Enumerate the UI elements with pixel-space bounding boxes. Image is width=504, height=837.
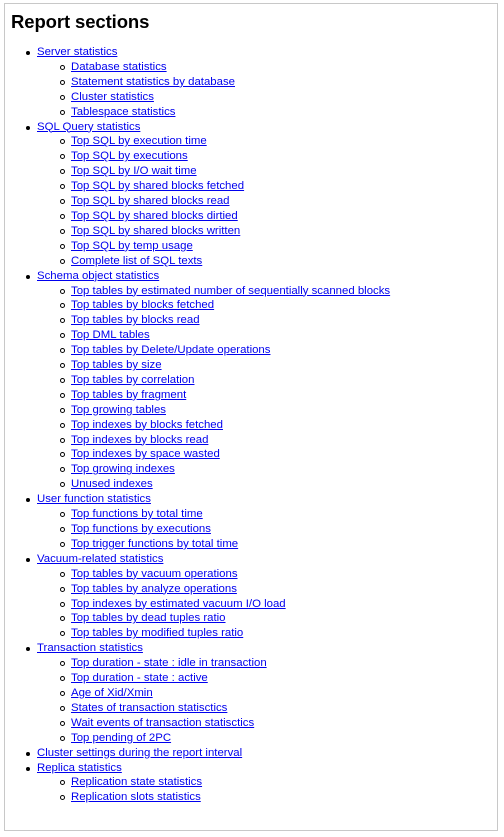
subsection-item bbox=[37, 418, 495, 433]
subsection-item bbox=[37, 149, 495, 164]
section-item-schema-object-statistics bbox=[5, 269, 495, 493]
subsection-link-complete-list-of-sql-texts[interactable]: Complete list of SQL texts bbox=[71, 254, 203, 267]
subsection-link-top-tables-by-blocks-fetched[interactable]: Top tables by blocks fetched bbox=[71, 299, 215, 312]
section-item-cluster-settings-during-the-report-interval bbox=[5, 746, 495, 761]
subsection-item bbox=[37, 105, 495, 120]
section-link-vacuum-related-statistics[interactable]: Vacuum-related statistics bbox=[37, 552, 164, 565]
subsection-link-top-indexes-by-space-wasted[interactable]: Top indexes by space wasted bbox=[71, 448, 220, 461]
page-title: Report sections bbox=[11, 11, 150, 32]
subsection-link-top-growing-tables[interactable]: Top growing tables bbox=[71, 403, 166, 416]
subsection-link-top-sql-by-shared-blocks-read[interactable]: Top SQL by shared blocks read bbox=[71, 195, 230, 208]
subsection-link-top-sql-by-shared-blocks-written[interactable]: Top SQL by shared blocks written bbox=[71, 224, 241, 237]
subsection-link-top-tables-by-estimated-number-of-sequentially-scanned-blocks[interactable]: Top tables by estimated number of sequentially scanned blocks bbox=[71, 284, 391, 297]
subsection-item bbox=[37, 194, 495, 209]
subsection-link-top-tables-by-analyze-operations[interactable]: Top tables by analyze operations bbox=[71, 582, 237, 595]
subsection-link-top-tables-by-delete-update-operations[interactable]: Top tables by Delete/Update operations bbox=[71, 344, 271, 357]
subsection-link-top-functions-by-executions[interactable]: Top functions by executions bbox=[71, 523, 211, 535]
subsection-link-top-tables-by-dead-tuples-ratio[interactable]: Top tables by dead tuples ratio bbox=[71, 612, 226, 625]
subsection-link-top-sql-by-executions[interactable]: Top SQL by executions bbox=[71, 150, 188, 163]
subsection-list bbox=[37, 567, 495, 642]
subsection-link-statement-statistics-by-database[interactable]: Statement statistics by database bbox=[71, 75, 235, 88]
subsection-link-top-sql-by-execution-time[interactable]: Top SQL by execution time bbox=[71, 135, 207, 148]
subsection-link-top-duration-state-active[interactable]: Top duration - state : active bbox=[71, 672, 208, 685]
subsection-item bbox=[37, 537, 495, 552]
subsection-link-top-indexes-by-blocks-fetched[interactable]: Top indexes by blocks fetched bbox=[71, 418, 223, 431]
subsection-item bbox=[37, 582, 495, 597]
section-item-vacuum-related-statistics bbox=[5, 552, 495, 641]
subsection-list bbox=[37, 134, 495, 268]
subsection-item bbox=[37, 656, 495, 671]
subsection-list bbox=[37, 775, 495, 805]
section-link-server-statistics[interactable]: Server statistics bbox=[37, 46, 118, 58]
subsection-item bbox=[37, 403, 495, 418]
subsection-link-top-tables-by-modified-tuples-ratio[interactable]: Top tables by modified tuples ratio bbox=[71, 627, 244, 640]
subsection-item bbox=[37, 209, 495, 224]
subsection-link-top-sql-by-shared-blocks-dirtied[interactable]: Top SQL by shared blocks dirtied bbox=[71, 209, 238, 222]
subsection-item bbox=[37, 701, 495, 716]
subsection-item bbox=[37, 343, 495, 358]
section-item-user-function-statistics bbox=[5, 492, 495, 552]
section-link-replica-statistics[interactable]: Replica statistics bbox=[37, 761, 122, 774]
section-link-sql-query-statistics[interactable]: SQL Query statistics bbox=[37, 120, 141, 133]
subsection-item bbox=[37, 239, 495, 254]
subsection-item bbox=[37, 90, 495, 105]
subsection-item bbox=[37, 522, 495, 537]
section-item-server-statistics bbox=[5, 45, 495, 120]
subsection-item bbox=[37, 254, 495, 269]
subsection-link-top-sql-by-shared-blocks-fetched[interactable]: Top SQL by shared blocks fetched bbox=[71, 180, 245, 193]
subsection-link-top-trigger-functions-by-total-time[interactable]: Top trigger functions by total time bbox=[71, 537, 239, 550]
subsection-item bbox=[37, 134, 495, 149]
subsection-item bbox=[37, 611, 495, 626]
section-link-transaction-statistics[interactable]: Transaction statistics bbox=[37, 642, 143, 655]
subsection-item bbox=[37, 298, 495, 313]
subsection-item bbox=[37, 328, 495, 343]
subsection-link-cluster-statistics[interactable]: Cluster statistics bbox=[71, 90, 154, 103]
subsection-link-top-tables-by-correlation[interactable]: Top tables by correlation bbox=[71, 373, 195, 386]
section-link-user-function-statistics[interactable]: User function statistics bbox=[37, 493, 151, 506]
subsection-link-age-of-xid-xmin[interactable]: Age of Xid/Xmin bbox=[71, 686, 153, 699]
subsection-item bbox=[37, 626, 495, 641]
subsection-item bbox=[37, 567, 495, 582]
subsection-link-replication-slots-statistics[interactable]: Replication slots statistics bbox=[71, 791, 201, 804]
subsection-item bbox=[37, 671, 495, 686]
subsection-link-wait-events-of-transaction-statisctics[interactable]: Wait events of transaction statisctics bbox=[71, 716, 255, 729]
subsection-link-top-growing-indexes[interactable]: Top growing indexes bbox=[71, 463, 175, 476]
subsection-link-top-dml-tables[interactable]: Top DML tables bbox=[71, 329, 150, 342]
subsection-item bbox=[37, 60, 495, 75]
subsection-list bbox=[37, 656, 495, 745]
subsection-link-top-tables-by-blocks-read[interactable]: Top tables by blocks read bbox=[71, 314, 200, 327]
section-item-transaction-statistics bbox=[5, 641, 495, 745]
subsection-link-top-tables-by-fragment[interactable]: Top tables by fragment bbox=[71, 388, 187, 401]
section-link-cluster-settings-during-the-report-interval[interactable]: Cluster settings during the report interval bbox=[37, 746, 243, 759]
subsection-link-top-tables-by-size[interactable]: Top tables by size bbox=[71, 359, 162, 372]
subsection-link-top-tables-by-vacuum-operations[interactable]: Top tables by vacuum operations bbox=[71, 567, 238, 580]
subsection-item bbox=[37, 75, 495, 90]
subsection-item bbox=[37, 313, 495, 328]
subsection-link-top-functions-by-total-time[interactable]: Top functions by total time bbox=[71, 508, 203, 521]
subsection-item bbox=[37, 477, 495, 492]
subsection-item bbox=[37, 462, 495, 477]
subsection-item bbox=[37, 507, 495, 522]
subsection-item bbox=[37, 447, 495, 462]
section-link-schema-object-statistics[interactable]: Schema object statistics bbox=[37, 269, 160, 282]
subsection-link-top-indexes-by-estimated-vacuum-i-o-load[interactable]: Top indexes by estimated vacuum I/O load bbox=[71, 597, 286, 610]
subsection-link-replication-state-statistics[interactable]: Replication state statistics bbox=[71, 776, 203, 789]
subsection-item bbox=[37, 358, 495, 373]
subsection-item bbox=[37, 433, 495, 448]
subsection-list bbox=[37, 507, 495, 552]
subsection-link-unused-indexes[interactable]: Unused indexes bbox=[71, 478, 153, 491]
subsection-item bbox=[37, 284, 495, 299]
report-frame bbox=[4, 3, 498, 831]
section-item-replica-statistics bbox=[5, 761, 495, 806]
subsection-item bbox=[37, 224, 495, 239]
subsection-item bbox=[37, 164, 495, 179]
subsection-link-top-sql-by-i-o-wait-time[interactable]: Top SQL by I/O wait time bbox=[71, 165, 197, 178]
subsection-item bbox=[37, 790, 495, 805]
subsection-link-states-of-transaction-statisctics[interactable]: States of transaction statisctics bbox=[71, 701, 228, 714]
subsection-item bbox=[37, 731, 495, 746]
subsection-item bbox=[37, 179, 495, 194]
subsection-link-top-indexes-by-blocks-read[interactable]: Top indexes by blocks read bbox=[71, 433, 209, 446]
subsection-list bbox=[37, 60, 495, 120]
subsection-item bbox=[37, 686, 495, 701]
subsection-link-top-sql-by-temp-usage[interactable]: Top SQL by temp usage bbox=[71, 239, 193, 252]
subsection-link-top-pending-of-2pc[interactable]: Top pending of 2PC bbox=[71, 731, 172, 744]
subsection-item bbox=[37, 388, 495, 403]
subsection-list bbox=[37, 284, 495, 493]
section-item-sql-query-statistics bbox=[5, 120, 495, 269]
subsection-item bbox=[37, 597, 495, 612]
subsection-link-database-statistics[interactable]: Database statistics bbox=[71, 60, 167, 73]
report-sections-list bbox=[5, 45, 495, 805]
subsection-link-top-duration-state-idle-in-transaction[interactable]: Top duration - state : idle in transaction bbox=[71, 657, 267, 670]
subsection-item bbox=[37, 716, 495, 731]
subsection-item bbox=[37, 373, 495, 388]
subsection-link-tablespace-statistics[interactable]: Tablespace statistics bbox=[71, 105, 176, 118]
subsection-item bbox=[37, 775, 495, 790]
